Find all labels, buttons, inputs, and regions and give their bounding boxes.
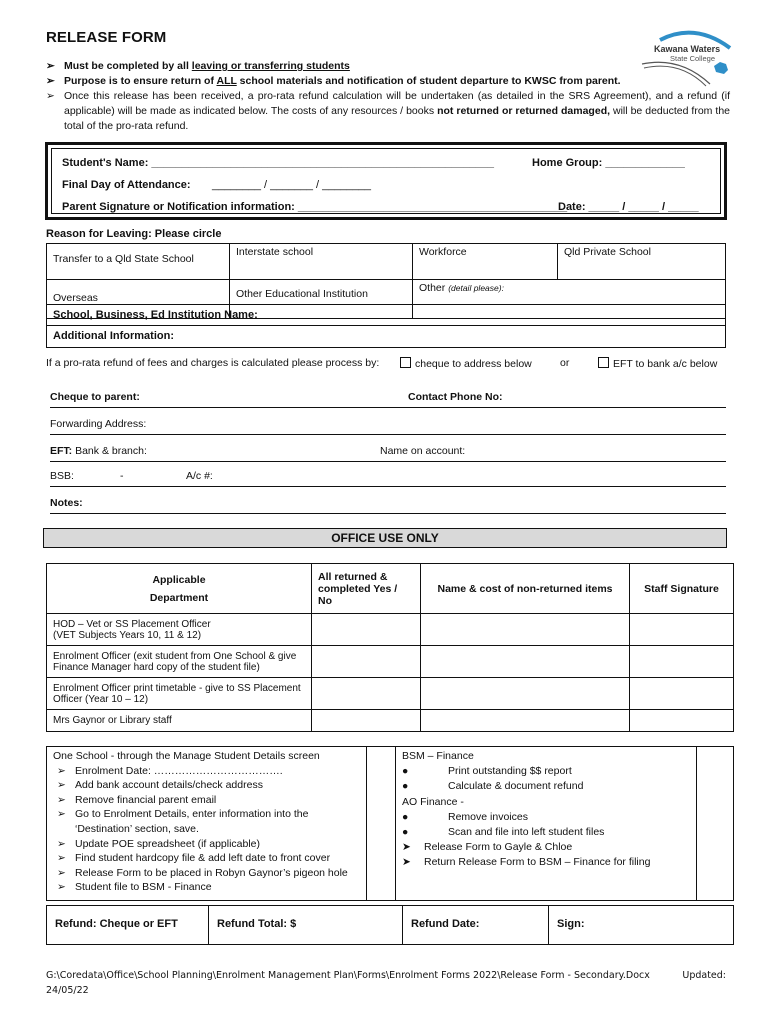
updated-label: Updated:: [682, 970, 726, 981]
list-item: ➢ Add bank account details/check address: [57, 779, 263, 792]
arrow-bullet-icon: ➢: [57, 881, 66, 894]
list-item: ➤ Release Form to Gayle & Chloe: [402, 840, 690, 855]
dot-bullet-icon: ●: [402, 810, 409, 823]
refund-total-cell[interactable]: Refund Total: $: [209, 906, 403, 944]
header-items: Name & cost of non-returned items: [421, 564, 630, 614]
reason-option[interactable]: Workforce: [413, 244, 558, 280]
arrow-bullet-icon: ➢: [57, 764, 66, 777]
arrow-bullet-icon: ➢: [57, 808, 66, 821]
cheque-row[interactable]: Cheque to parent: Contact Phone No:: [50, 391, 726, 408]
signature-cell[interactable]: [630, 678, 734, 710]
list-item: ● Print outstanding $$ report: [402, 764, 690, 779]
checkbox-icon: [400, 357, 411, 368]
reason-option[interactable]: Overseas: [47, 280, 230, 319]
list-item: ➤ Return Release Form to BSM – Finance for filing: [402, 855, 690, 870]
items-cell[interactable]: [421, 678, 630, 710]
one-school-steps: One School - through the Manage Student Details screen ➢ Enrolment Date: ………………………………. ➢ Add bank account details/check address ➢ Remove financial parent email ➢ Go to Enrolment Details, enter information into the ‘Destination’ section, save. ➢ Update POE spreadsheet (if applicable) ➢ Find student hardcopy file & add left date to front cover ➢ Release Form to be placed in Robyn Gaynor’s pigeon hole ➢ Student file to BSM - Finance: [47, 747, 367, 900]
list-item: ➢ Remove financial parent email: [57, 793, 217, 806]
refund-method-line: If a pro-rata refund of fees and charges is calculated please process by: cheque to address below or EFT to bank a/c below: [46, 357, 718, 370]
finance-steps: BSM – Finance ● Print outstanding $$ report ● Calculate & document refund AO Finance - ● Remove invoices ● Scan and file into left student files ➤ Release Form to Gayle & Chloe ➤ Return Release Form to BSM – Finance for filing: [395, 747, 697, 900]
department-cell: HOD – Vet or SS Placement Officer (VET Subjects Years 10, 11 & 12): [47, 614, 312, 646]
list-item: ➢ Find student hardcopy file & add left date to front cover: [57, 852, 331, 865]
additional-info-field[interactable]: Additional Information:: [46, 326, 726, 348]
checkbox-icon: [598, 357, 609, 368]
table-row: [47, 646, 734, 678]
final-day-field[interactable]: ________ / _______ / ________: [212, 179, 372, 191]
reason-option[interactable]: Other Educational Institution: [230, 280, 413, 319]
arrow-bullet-icon: ➢: [46, 90, 55, 102]
arrow-bullet-icon: ➢: [57, 852, 66, 865]
file-path: G:\Coredata\Office\School Planning\Enrolment Management Plan\Forms\Enrolment Forms 2022\Release Form - Secondary.Docx: [46, 970, 650, 981]
returned-cell[interactable]: [312, 678, 421, 710]
reason-other[interactable]: Other (detail please):: [413, 280, 726, 319]
reason-option[interactable]: Interstate school: [230, 244, 413, 280]
bsb-row[interactable]: BSB: - A/c #:: [50, 470, 726, 487]
department-cell: Enrolment Officer print timetable - give to SS Placement Officer (Year 10 – 12): [47, 678, 312, 710]
refund-summary-row: [46, 905, 734, 945]
student-details-box: [45, 142, 727, 220]
student-name-field[interactable]: Student's Name: ________________________________________________________: [62, 157, 494, 169]
logo-line1: Kawana Waters: [654, 44, 721, 54]
list-item: ● Remove invoices: [402, 810, 690, 825]
notes-field[interactable]: Notes:: [50, 497, 726, 514]
returned-cell[interactable]: [312, 614, 421, 646]
arrow-bullet-icon: ➤: [402, 841, 411, 854]
eft-option[interactable]: EFT to bank a/c below: [598, 357, 717, 370]
forwarding-address-field[interactable]: Forwarding Address:: [50, 418, 726, 435]
final-day-label: Final Day of Attendance:: [62, 179, 191, 191]
updated-date: 24/05/22: [46, 985, 89, 996]
office-table: [46, 563, 734, 732]
dot-bullet-icon: ●: [402, 780, 409, 793]
list-item: ● Scan and file into left student files: [402, 825, 690, 840]
header-returned: All returned & completed Yes / No: [312, 564, 421, 614]
department-cell: Enrolment Officer (exit student from One School & give Finance Manager hard copy of the student file): [47, 646, 312, 678]
school-name-field[interactable]: School, Business, Ed Institution Name:: [46, 304, 726, 326]
list-item: ➢ Release Form to be placed in Robyn Gaynor’s pigeon hole: [57, 866, 348, 879]
eft-row[interactable]: EFT: Bank & branch: Name on account:: [50, 445, 726, 462]
cheque-option[interactable]: cheque to address below: [400, 357, 532, 370]
items-cell[interactable]: [421, 614, 630, 646]
bullet-2: ➢ Purpose is to ensure return of ALL school materials and notification of student departure to KWSC from parent.: [46, 75, 621, 87]
header-signature: Staff Signature: [630, 564, 734, 614]
form-title: RELEASE FORM: [46, 29, 167, 46]
processing-steps: [46, 746, 734, 901]
arrow-bullet-icon: ➤: [402, 856, 411, 869]
date-field[interactable]: Date: _____ / _____ / _____: [558, 201, 699, 213]
department-cell: Mrs Gaynor or Library staff: [47, 710, 312, 732]
dot-bullet-icon: ●: [402, 826, 409, 839]
bullet-3: ➢ Once this release has been received, a pro-rata refund calculation will be undertaken (as detailed in the SRS Agreement), and a refund (if applicable) will be made as indicated below. The costs of any resources / books not returned or returned damaged, will be deducted from the total of the pro-rata refund.: [46, 90, 730, 132]
list-item: ➢ Go to Enrolment Details, enter information into the ‘Destination’ section, save.: [57, 808, 309, 835]
reason-option[interactable]: Transfer to a Qld State School: [47, 244, 230, 280]
header-department: Applicable Department: [47, 564, 312, 614]
list-item: ➢ Update POE spreadsheet (if applicable): [57, 837, 261, 850]
arrow-bullet-icon: ➢: [57, 866, 66, 879]
office-use-header: OFFICE USE ONLY: [43, 528, 727, 548]
arrow-bullet-icon: ➢: [57, 779, 66, 792]
table-row: [47, 614, 734, 646]
table-row: [47, 678, 734, 710]
logo-line2: State College: [670, 54, 716, 63]
list-item: ➢ Student file to BSM - Finance: [57, 881, 212, 894]
signature-cell[interactable]: [630, 646, 734, 678]
dot-bullet-icon: ●: [402, 765, 409, 778]
list-item: ➢ Enrolment Date: ……………………………….: [57, 764, 283, 777]
table-row: [47, 710, 734, 732]
reason-option[interactable]: Qld Private School: [558, 244, 726, 280]
footer: [46, 968, 736, 998]
bullet-1: ➢ Must be completed by all leaving or transferring students: [46, 60, 350, 72]
reason-title: Reason for Leaving: Please circle: [46, 228, 222, 240]
arrow-bullet-icon: ➢: [57, 837, 66, 850]
returned-cell[interactable]: [312, 710, 421, 732]
refund-method-cell[interactable]: Refund: Cheque or EFT: [47, 906, 209, 944]
signature-cell[interactable]: [630, 614, 734, 646]
returned-cell[interactable]: [312, 646, 421, 678]
arrow-bullet-icon: ➢: [46, 60, 55, 72]
instructions: [46, 59, 730, 134]
signature-cell[interactable]: [630, 710, 734, 732]
home-group-field[interactable]: Home Group: _____________: [532, 157, 685, 169]
refund-date-cell[interactable]: Refund Date:: [403, 906, 549, 944]
items-cell[interactable]: [421, 710, 630, 732]
reason-row: [47, 244, 726, 280]
items-cell[interactable]: [421, 646, 630, 678]
arrow-bullet-icon: ➢: [46, 75, 55, 87]
sign-cell[interactable]: Sign:: [557, 918, 585, 930]
arrow-bullet-icon: ➢: [57, 793, 66, 806]
parent-signature-field[interactable]: Parent Signature or Notification information: ____________________________________________: [62, 201, 568, 213]
list-item: ● Calculate & document refund: [402, 779, 690, 794]
